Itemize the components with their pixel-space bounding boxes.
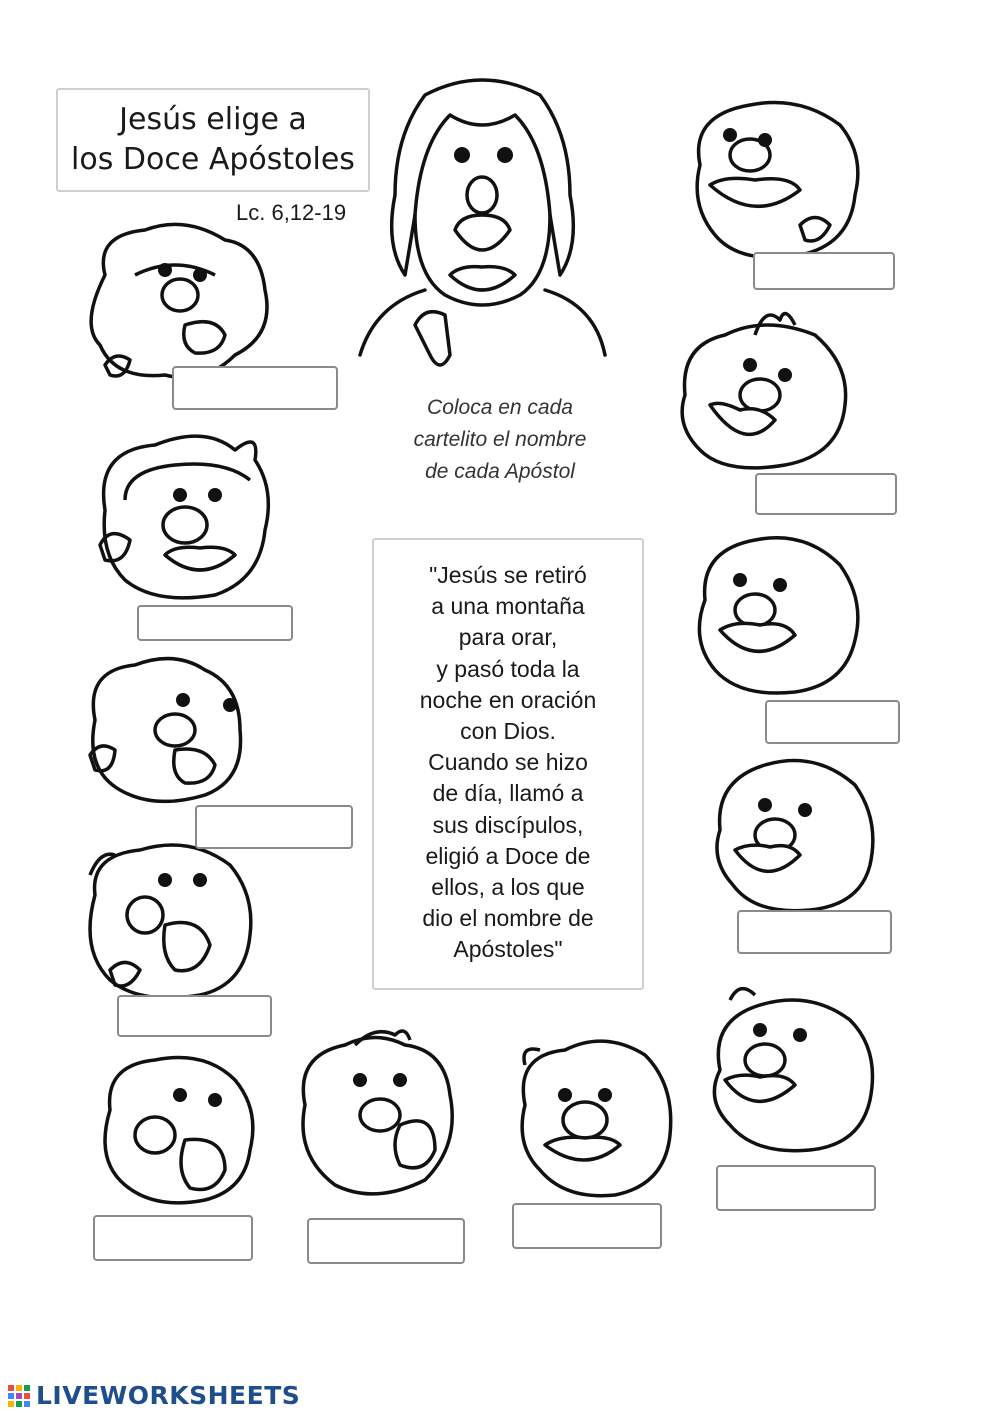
apostle-face-4 [70,835,260,1005]
quote-line: Apóstoles" [453,936,563,963]
instructions-line: Coloca en cada [427,396,573,419]
apostle-face-5 [85,1050,265,1210]
footer-brand [8,1381,300,1410]
apostle-face-2 [85,420,285,610]
instructions-line: de cada Apóstol [425,460,575,483]
apostle-name-input[interactable] [93,1215,253,1261]
footer-brand-text: LIVEWORKSHEETS [36,1381,301,1410]
quote-line: y pasó toda la [436,655,580,682]
apostle-face-12 [700,980,880,1160]
apostle-face-11 [705,750,885,920]
apostle-name-input[interactable] [755,473,897,515]
quote-line: eligió a Doce de [425,842,591,869]
apostle-face-10 [685,530,865,700]
apostle-name-input[interactable] [172,366,338,410]
jesus-illustration [355,75,610,375]
liveworksheets-logo-icon [8,1385,30,1407]
quote-line: para orar, [458,624,558,651]
apostle-face-3 [75,650,255,810]
bible-quote-box [372,538,644,990]
quote-line: a una montaña [431,593,585,620]
quote-line: dio el nombre de [422,905,594,932]
apostle-name-input[interactable] [117,995,272,1037]
apostle-face-9 [665,305,855,475]
apostle-name-input[interactable] [195,805,353,849]
apostle-face-6 [285,1025,465,1205]
instructions [395,392,605,488]
apostle-name-input[interactable] [737,910,892,954]
quote-line: "Jesús se retiró [429,562,587,588]
apostle-name-input[interactable] [307,1218,465,1264]
apostle-name-input[interactable] [765,700,900,744]
apostle-name-input[interactable] [137,605,293,641]
title-line-2: los Doce Apóstoles [71,142,355,177]
title-line-1: Jesús elige a [119,102,307,137]
quote-line: de día, llamó a [432,780,584,807]
quote-line: ellos, a los que [431,874,585,901]
instructions-line: cartelito el nombre [413,428,587,451]
apostle-name-input[interactable] [753,252,895,290]
apostle-face-7 [505,1025,685,1205]
quote-line: Cuando se hizo [428,749,588,776]
quote-line: noche en oración [419,686,597,713]
apostle-face-8 [680,95,870,265]
bible-reference: Lc. 6,12-19 [236,200,347,225]
apostle-name-input[interactable] [716,1165,876,1211]
quote-line: sus discípulos, [432,811,584,838]
quote-line: con Dios. [460,718,556,745]
apostle-name-input[interactable] [512,1203,662,1249]
worksheet-title [56,88,370,192]
